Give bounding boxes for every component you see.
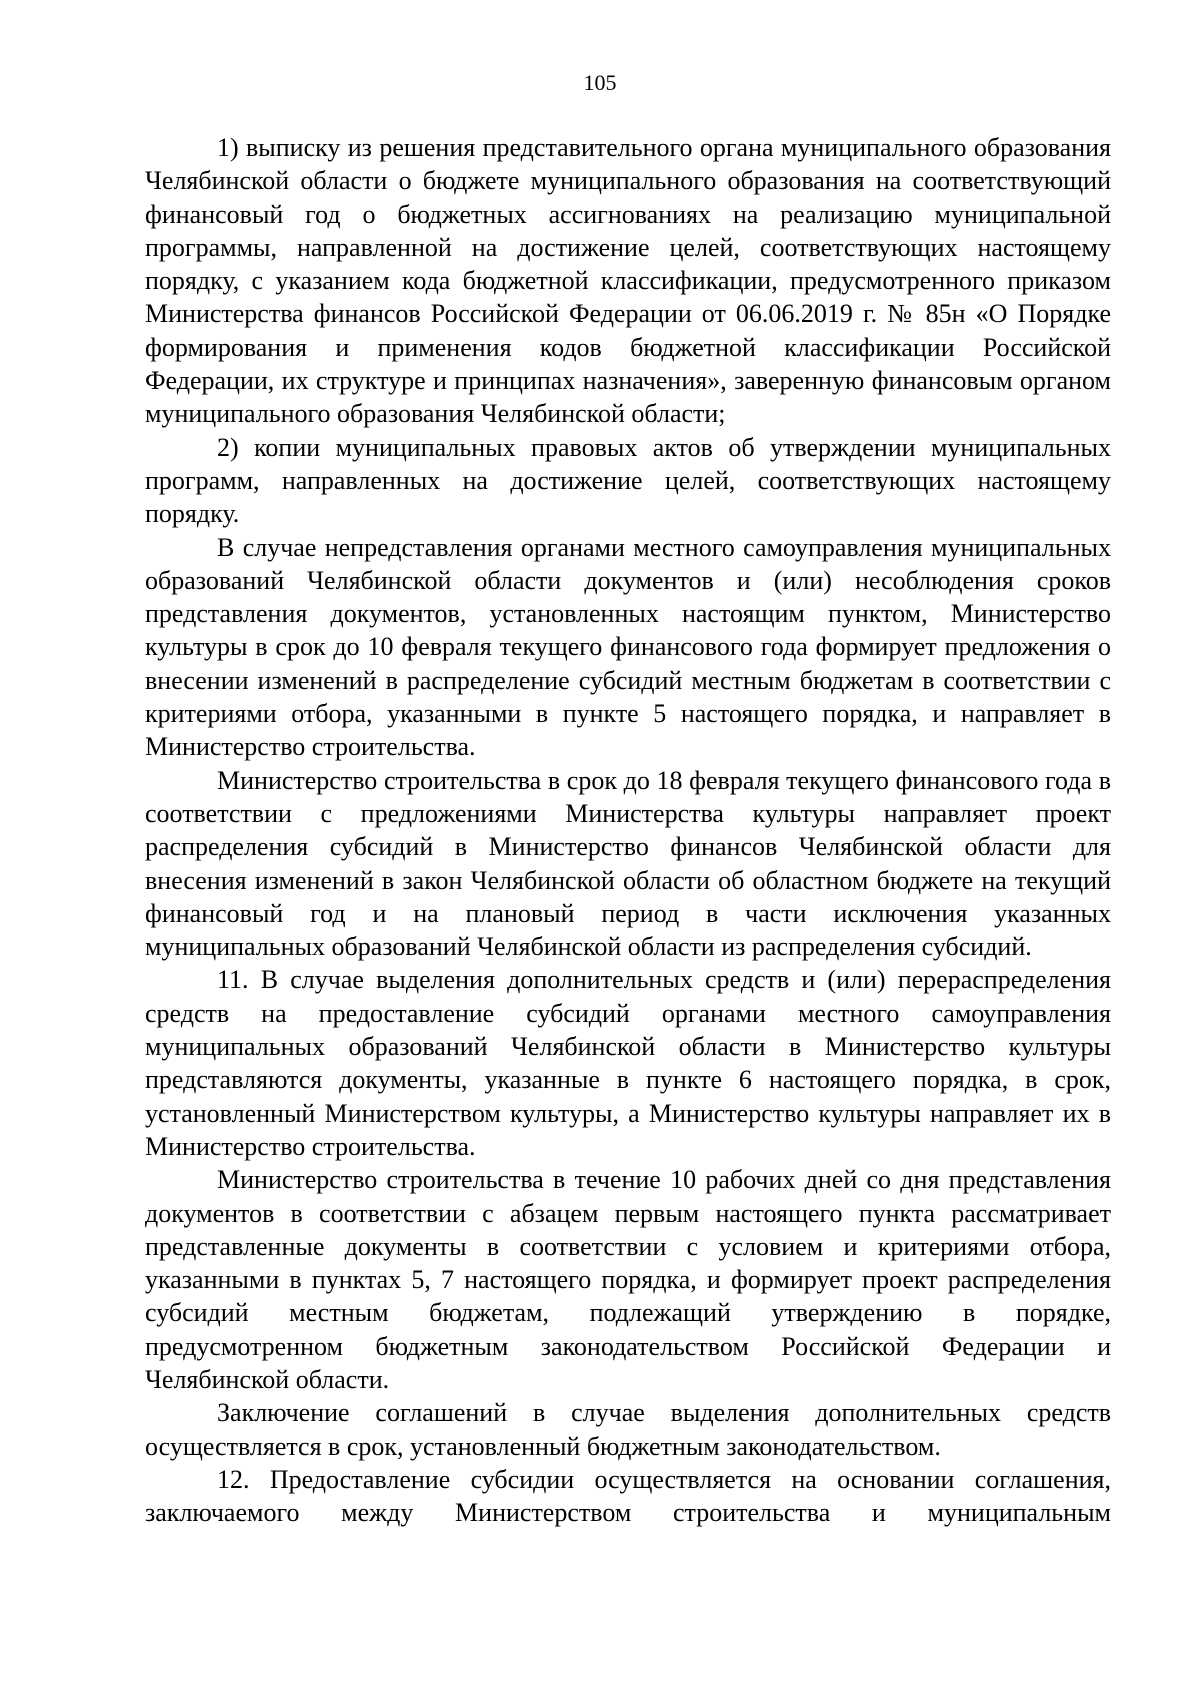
paragraph-copies-legal-acts: 2) копии муниципальных правовых актов об утверждении муниципальных программ, направленных на достижение целей, соответствующих настоящему порядку.	[145, 432, 1111, 529]
paragraph-non-submission: В случае непредставления органами местного самоуправления муниципальных образований Челябинской области документов и (или) несоблюдения сроков представления документов, установленных настоящим пунктом, Министерство культуры в срок до 10 февраля текущего финансового года формирует предложения о внесении изменений в распределение субсидий местным бюджетам в соответствии с критериями отбора, указанными в пункте 5 настоящего порядка, и направляет в Министерство строительства.	[145, 532, 1111, 762]
paragraph-construction-ministry-february: Министерство строительства в срок до 18 февраля текущего финансового года в соответствии с предложениями Министерства культуры направляет проект распределения субсидий в Министерство финансов Челябинской области для внесения изменений в закон Челябинской области об областном бюджете на текущий финансовый год и на плановый период в части исключения указанных муниципальных образований Челябинской области из распределения субсидий.	[145, 765, 1111, 962]
paragraph-item-12: 12. Предоставление субсидии осуществляется на основании соглашения, заключаемого между Министерством строительства и муниципальным	[145, 1464, 1111, 1528]
document-body	[145, 131, 1111, 1529]
page-number: 105	[583, 70, 617, 95]
paragraph-agreements-conclusion: Заключение соглашений в случае выделения дополнительных средств осуществляется в срок, установленный бюджетным законодательством.	[145, 1398, 1111, 1461]
paragraph-ten-working-days: Министерство строительства в течение 10 рабочих дней со дня представления документов в соответствии с абзацем первым настоящего пункта рассматривает представленные документы в соответствии с условием и критериями отбора, указанными в пунктах 5, 7 настоящего порядка, и формирует проект распределения субсидий местным бюджетам, подлежащий утверждению в порядке, предусмотренном бюджетным законодательством Российской Федерации и Челябинской области.	[145, 1165, 1111, 1394]
paragraph-extract-budget: 1) выписку из решения представительного органа муниципального образования Челябинской области о бюджете муниципального образования на соответствующий финансовый год о бюджетных ассигнованиях на реализацию муниципальной программы, направленной на достижение целей, соответствующих настоящему порядку, с указанием кода бюджетной классификации, предусмотренного приказом Министерства финансов Российской Федерации от 06.06.2019 г. № 85н «О Порядке формирования и применения кодов бюджетной классификации Российской Федерации, их структуре и принципах назначения», заверенную финансовым органом муниципального образования Челябинской области;	[145, 133, 1111, 429]
paragraph-item-11: 11. В случае выделения дополнительных средств и (или) перераспределения средств на предоставление субсидий органами местного самоуправления муниципальных образований Челябинской области в Министерство культуры представляются документы, указанные в пункте 6 настоящего порядка, в срок, установленный Министерством культуры, а Министерство культуры направляет их в Министерство строительства.	[145, 965, 1111, 1161]
